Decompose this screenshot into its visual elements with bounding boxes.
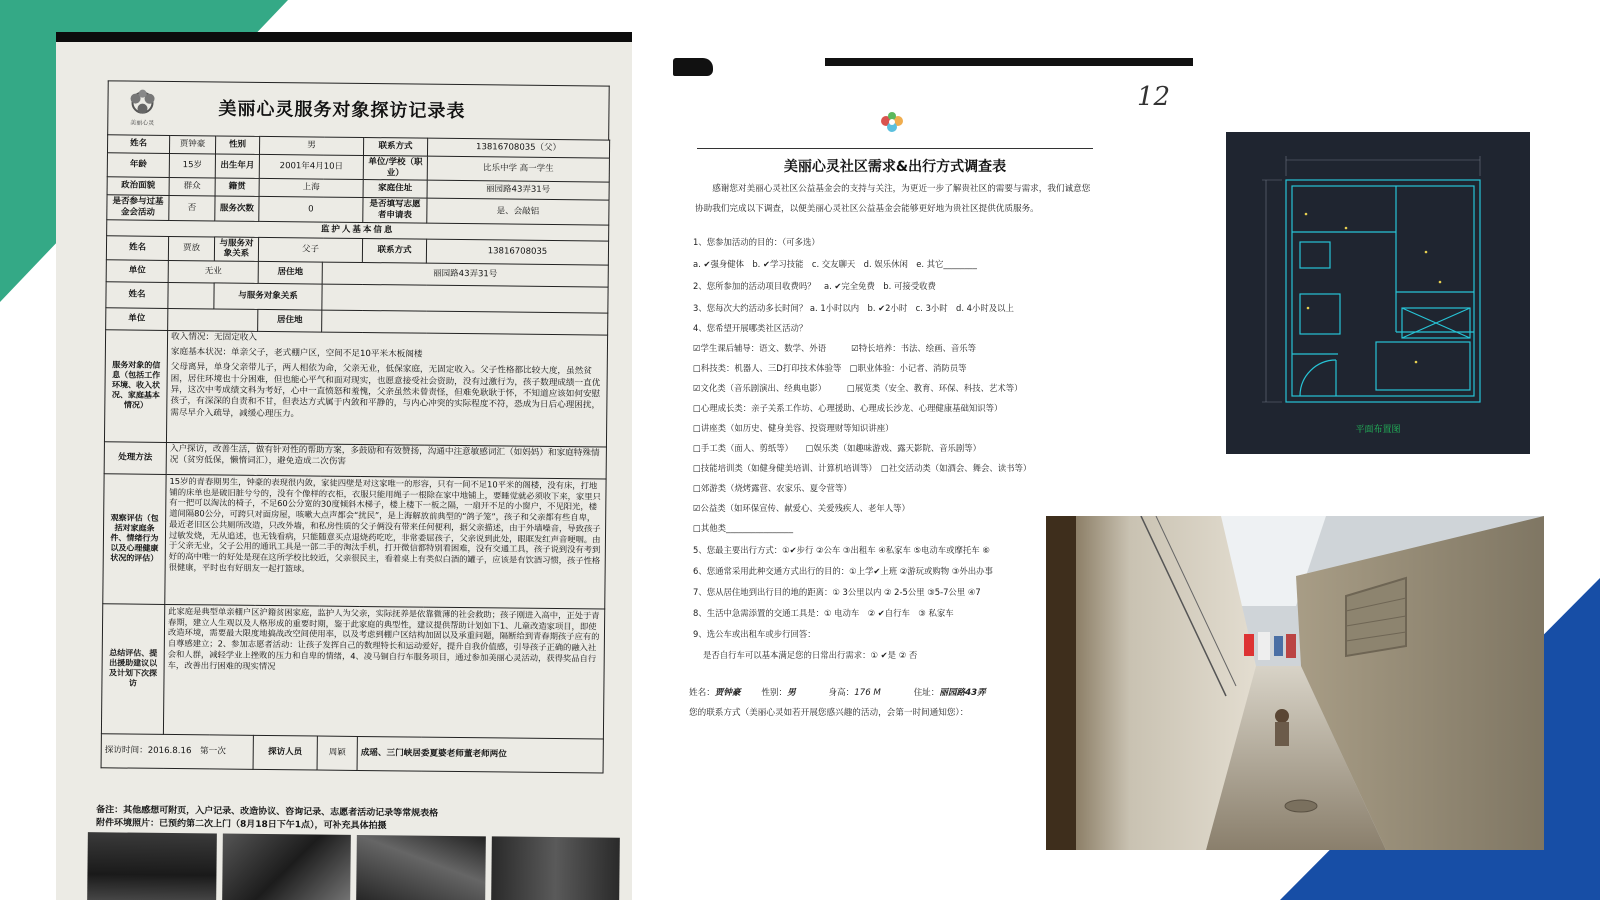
visitor-value: 周颖	[317, 736, 357, 770]
question-1: 1、您参加活动的目的：（可多选）	[693, 237, 820, 247]
gender-label: 性别	[215, 136, 259, 154]
record-header	[107, 80, 610, 140]
alley-photo	[1046, 516, 1544, 850]
activity-option: □技能培训类（如健身健美培训、计算机培训等） □社交活动类（如酒会、舞会、读书等）	[693, 463, 1032, 473]
question-9-sub: 是否自行车可以基本满足您的日常出行需求：① ✔是 ② 否	[703, 650, 918, 660]
floor-plan-lines	[1226, 132, 1530, 454]
gender-value: 男	[259, 136, 363, 155]
height-label: 身高：	[828, 688, 855, 698]
family-basic-text: 家庭基本状况：单亲父子，老式棚户区，空间不足10平米木板阁楼	[170, 347, 423, 360]
visit-time	[101, 734, 253, 770]
birth-value: 2001年4月10日	[259, 154, 363, 179]
activity-option: □科技类：机器人、三D打印技术体验等 □职业体验：小记者、消防员等	[693, 363, 967, 373]
guardian-name-label: 姓名	[106, 235, 168, 260]
guardian2-home-label: 居住地	[258, 309, 322, 332]
record-footnote	[96, 804, 616, 835]
attached-environment-photos	[87, 832, 620, 900]
guardian-contact-value: 13816708035	[426, 239, 608, 265]
guardian-section-heading: 监护人基本信息	[107, 219, 609, 240]
summary-text: 此家庭是典型单亲棚户区沪籍贫困家庭，监护人为父亲，实际抚养是依靠微薄的社会救助；孩子刚进入高中，正处于青春期，建立人生观以及人格形成的重要时期，鉴于此家庭的典型性，建议提供帮助计划如下1、儿童改造家项目，即使改造环境，需要最大限度地搞战改空间使用率，以及考虑到棚户区结构加固以及承重问题，隔断给到青春期孩子应有的自尊感建立；2、参加志愿者活动：让孩子发挥自己的数理特长和运动爱好，提升自我价值感，引导孩子正确的融入社会和人群，减轻学业上挫败的压力和自卑的情绪，4、凌马铜自行车服务项目，通过参加美丽心灵活动，获得奖品自行车，改善出行困难的现实情况	[163, 604, 604, 739]
observe-text: 15岁的青春期男生，钟豪的表现很内敛，家徒四壁是对这家唯一的形容，只有一间不足10平米的阁楼，没有床，打地铺的床单也是破旧脏兮兮的，没有个像样的衣柜，衣服只能用绳子一根除在家中地铺上，要睡觉就必须收下来，家里只有一把可以淘汰的椅子，不足60公分宽的30度倾斜木梯子，楼上楼下一板之隔，一扇开不足的小窗户，不见阳光，楼道间隔80公分，可跨只对面房屋，咳嗽大点声都会“扰民”，是上海解放前典型的“鸽子笼”，孩子和父亲都有些自卑，最近老旧区公共厕所改造，只改外墙，和私房性质的父子俩没有带来任何便利，据父亲描述，由于外墙噪音，导致孩子过敏发烧，无从追述，也无钱看病，只能随意买点退烧药吃吃，非常委屈孩子，父亲说到此处，眼眶发红声音哽咽。由于父亲无业，父子公用的通讯工具是一部二手的淘汰手机，打开微信都特别看困难，没有交通工具，孩子说到没有考到好的高中唯一的好处是现在这所学校比较近，父亲很民主，看着桌上有类似白酒的罐子，应该是有饮酒习惯，孩子性格很健康，平时也有好朋友一起打篮球。	[165, 474, 606, 609]
name-value: 贾钟豪	[714, 688, 741, 698]
record-form-title: 美丽心灵服务对象探访记录表	[218, 98, 466, 123]
volunteer-value: 是、会敲铝	[427, 198, 609, 224]
visit-record-form-photo	[56, 32, 632, 900]
page-number: 12	[1137, 82, 1171, 112]
height-value: 176 M	[854, 688, 881, 698]
age-label: 年龄	[107, 153, 169, 178]
joined-label: 是否参与过基金会活动	[107, 195, 169, 220]
unit-label: 单位/学校（职业）	[363, 155, 427, 180]
address-value: 丽园路43弄	[939, 688, 986, 698]
birth-label: 出生年月	[215, 154, 259, 179]
contact-value: 13816708035（父）	[427, 138, 609, 158]
situation-label: 服务对象的信息（包括工作环境、收入状况、家庭基本情况）	[104, 330, 167, 443]
question-9: 9、选公车或出租车或步行回答：	[693, 629, 816, 639]
guardian-contact-label: 联系方式	[362, 238, 426, 263]
visit-record-sheet	[69, 56, 608, 900]
question-5: 5、您最主要出行方式：①✔步行 ②公车 ③出租车 ④私家车 ⑤电动车或摩托车 ⑥	[693, 545, 990, 555]
summary-label: 总结评估、提出援助建议以及计划下次探访	[101, 604, 164, 735]
alley-photo-illustration	[1046, 516, 1544, 850]
floor-plan-caption: 平面布置图	[1355, 425, 1401, 435]
flower-logo-icon	[120, 86, 164, 128]
activity-option: □心理成长类：亲子关系工作坊、心理援助、心理成长沙龙、心理健康基础知识等）	[693, 403, 1003, 413]
record-attachment-note: 附件环境照片：已预约第二次上门（8月18日下午1点），可补充具体拍摄	[95, 817, 387, 831]
flower-logo-icon	[875, 110, 909, 140]
question-2: 2、您所参加的活动项目收费吗？ a. ✔完全免费 b. 可接受收费	[693, 281, 936, 291]
question-1-options: a. ✔强身健体 b. ✔学习技能 c. 交友聊天 d. 娱乐休闲 e. 其它________	[693, 259, 977, 269]
activity-option: □讲座类（如历史、健身美容、投资理财等知识讲座）	[693, 423, 894, 433]
volunteer-label: 是否填写志愿者申请表	[363, 198, 427, 223]
address-label: 住址：	[913, 688, 940, 698]
name-value: 贾钟豪	[169, 135, 215, 153]
gender-value: 男	[787, 688, 796, 698]
question-4: 4、您希望开展哪类社区活动？	[693, 323, 808, 333]
origin-value: 上海	[259, 179, 363, 198]
question-8: 8、生活中急需添置的交通工具是：① 电动车 ② ✔自行车 ③ 私家车	[693, 608, 954, 618]
gender-label: 性别：	[761, 688, 788, 698]
observe-label: 观察评估（包括对家庭条件、情绪行为以及心理健康状况的评估）	[103, 474, 166, 605]
income-text: 收入情况：无固定收入	[171, 331, 258, 343]
method-label: 处理方法	[104, 442, 166, 475]
guardian2-unit-label: 单位	[106, 308, 168, 331]
activity-option: □郊游类（烧烤露营、农家乐、夏令营等）	[693, 483, 852, 493]
guardian-home-value: 丽园路43弄31号	[322, 262, 608, 287]
family-detail-text: 父母离异，单身父亲带儿子，两人相依为命，父亲无业，低保家庭，无固定收入。父子性格都比较大度，虽然贫困，居住环境也十分困难，但也能心平气和面对现实，也愿意接受社会资助，没有过激行为，孩子数理成绩一直优异，这次中考成绩文科为考好，心中一直愤怒和羞愧，父亲虽然未曾责怪，但难免耿耿于怀，不知道应该如何安慰孩子，有深深的自责和不甘，但表达方式属于内敛和平静的，与内心冲突的实际程度不符，恐成为日后心理困扰，需尽早介入疏导，减缓心理压力。	[170, 362, 601, 420]
activity-option: ☑公益类（如环保宣传、献爱心、关爱残疾人、老年人等）	[693, 503, 910, 513]
visit-time-label: 探访时间：	[104, 744, 148, 756]
name-label: 姓名	[107, 135, 169, 154]
activity-option: □手工类（面人、剪纸等） □娱乐类（如趣味游戏、露天影院、音乐剧等）	[693, 443, 982, 453]
survey-title: 美丽心灵社区需求&出行方式调查表	[783, 159, 1007, 175]
address-value: 丽园路43弄31号	[427, 180, 609, 200]
times-value: 0	[259, 197, 363, 222]
visitor-label: 探访人员	[253, 735, 317, 770]
guardian-relation-label: 与服务对象关系	[214, 236, 258, 261]
age-value: 15岁	[169, 153, 215, 178]
situation-text	[166, 330, 607, 447]
joined-value: 否	[169, 196, 215, 221]
environment-photo	[222, 834, 351, 900]
name-label: 姓名：	[689, 688, 715, 698]
question-7: 7、您从居住地到出行目的地的距离：① 3公里以内 ② 2-5公里 ③5-7公里 ④7	[693, 587, 981, 597]
guardian-relation-value: 父子	[258, 237, 362, 262]
contact-prompt: 您的联系方式（美丽心灵如若开展您感兴趣的活动，会第一时间通知您）：	[689, 708, 969, 718]
activity-option: □其他类________________	[693, 523, 794, 533]
guardian-home-label: 居住地	[258, 261, 322, 284]
accompany-value: 成瑶、三门峡居委夏婆老师董老师两位	[357, 736, 603, 773]
record-form-table	[101, 134, 611, 773]
activity-option: ☑学生课后辅导：语文、数学、外语 ☑特长培养：书法、绘画、音乐等	[693, 343, 977, 353]
method-text: 入户探访，改善生活，做有针对性的帮助方案，多鼓励和有效赞扬，沟通中注意敏感词汇（如妈妈）和家庭特殊情况（贫穷低保，懒惰词汇），避免造成二次伤害	[166, 442, 606, 479]
record-note: 备注：其他感想可附页，入户记录、改造协议、咨询记录、志愿者活动记录等常规表格	[96, 805, 439, 819]
address-label: 家庭住址	[363, 180, 427, 199]
floor-plan-drawing	[1226, 132, 1530, 454]
guardian-unit-value: 无业	[168, 260, 258, 283]
guardian2-relation-label: 与服务对象关系	[214, 283, 322, 310]
politics-label: 政治面貌	[107, 177, 169, 196]
question-6: 6、您通常采用此种交通方式出行的目的：①上学✔上班 ②游玩或购物 ③外出办事	[693, 566, 993, 576]
activity-option: ☑文化类（音乐剧演出、经典电影） □展览类（安全、教育、环保、科技、艺术等）	[693, 383, 1023, 393]
unit-value: 比乐中学 高一学生	[427, 156, 609, 182]
guardian2-name-label: 姓名	[106, 282, 168, 309]
guardian-name-value: 贾放	[168, 236, 214, 261]
visit-time-value: 2016.8.16 第一次	[147, 745, 226, 757]
survey-intro: 感谢您对美丽心灵社区公益基金会的支持与关注，为更近一步了解贵社区的需要与需求，我们诚意您协助我们完成以下调查，以便美丽心灵社区公益基金会能够更好地为贵社区提供优质服务。	[695, 184, 1091, 214]
question-3: 3、您每次大约活动多长时间？ a. 1小时以内 b. ✔2小时 c. 3小时 d. 4小时及以上	[693, 303, 1014, 313]
times-label: 服务次数	[215, 196, 259, 221]
environment-photo	[356, 835, 485, 900]
svg-text:美丽心灵: 美丽心灵	[130, 119, 155, 127]
guardian-unit-label: 单位	[106, 260, 168, 283]
environment-photo	[491, 836, 620, 900]
politics-value: 群众	[169, 178, 215, 196]
origin-label: 籍贯	[215, 178, 259, 196]
contact-label: 联系方式	[363, 137, 427, 156]
environment-photo	[87, 832, 216, 900]
